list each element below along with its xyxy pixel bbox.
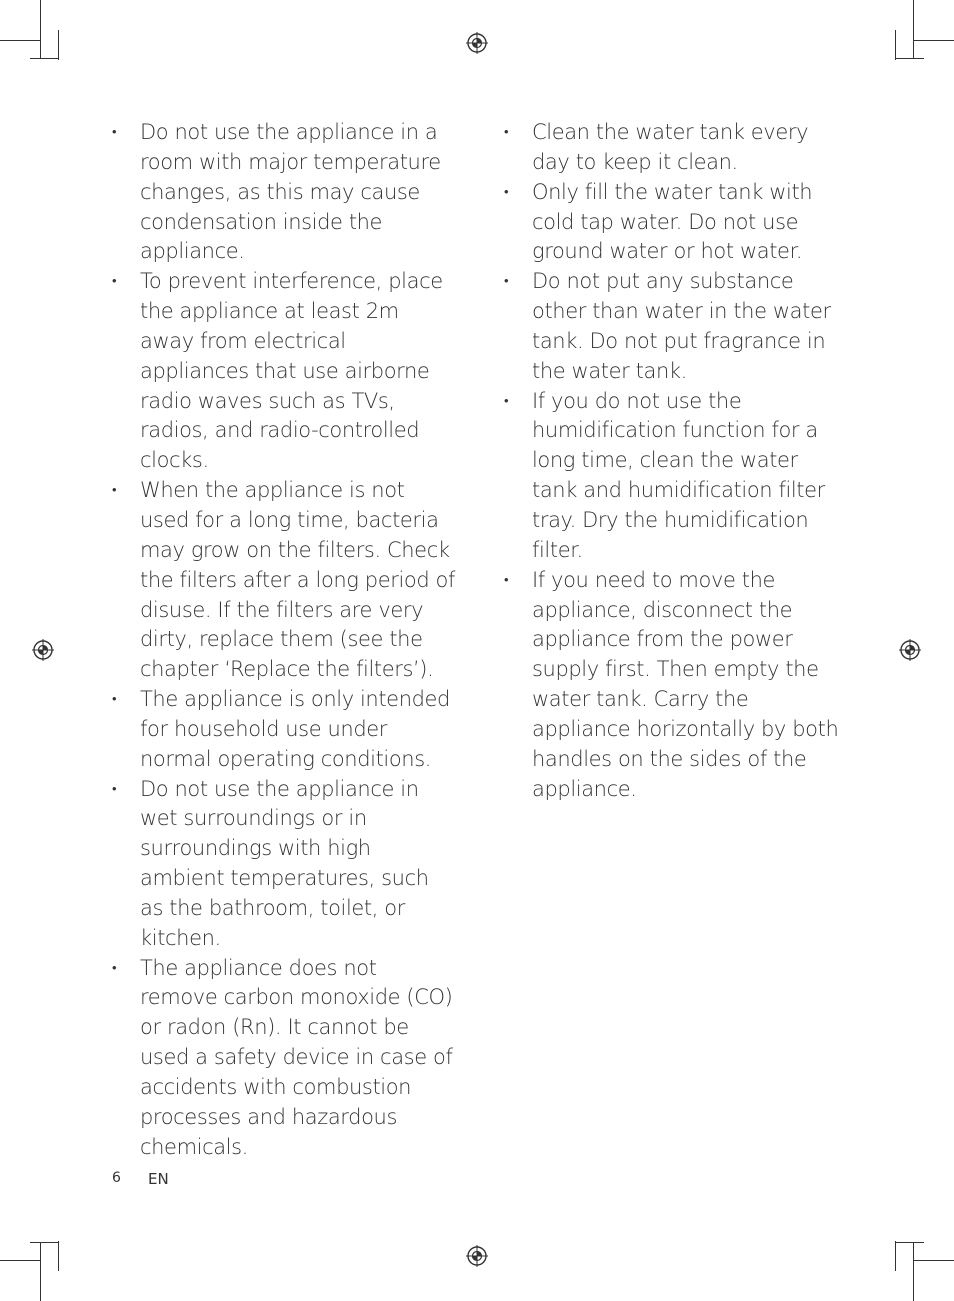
list-item — [502, 566, 847, 805]
language-code: EN — [148, 1170, 169, 1188]
bullet: • — [112, 692, 117, 708]
list-item-text: The appliance is only intended for household use under normal operating conditions. — [140, 687, 450, 771]
bullet: • — [112, 960, 117, 976]
registration-mark-icon — [32, 639, 54, 661]
right-column-list — [502, 118, 847, 804]
list-item — [110, 954, 455, 1163]
bullet: • — [112, 483, 117, 499]
list-item-text: Do not use the appliance in wet surroundings or in surroundings with high ambient temperatures, such as the bathroom, toilet, or kitchen. — [140, 776, 429, 950]
crop-mark — [30, 1242, 59, 1243]
list-item — [110, 118, 455, 267]
left-column-list — [110, 118, 455, 1163]
crop-mark — [914, 40, 954, 41]
crop-mark — [40, 1243, 41, 1301]
list-item — [502, 178, 847, 268]
list-item-text: Do not use the appliance in a room with major temperature changes, as this may cause condensation inside the appliance. — [140, 120, 441, 264]
list-item — [502, 267, 847, 386]
crop-mark — [0, 40, 40, 41]
crop-mark — [895, 58, 924, 59]
crop-mark — [895, 1241, 896, 1271]
bullet: • — [504, 572, 509, 588]
crop-mark — [0, 1260, 40, 1261]
bullet: • — [504, 274, 509, 290]
crop-mark — [30, 58, 59, 59]
crop-mark — [914, 1260, 954, 1261]
crop-mark — [895, 30, 896, 60]
list-item — [110, 267, 455, 476]
list-item-text: To prevent interference, place the appliance at least 2m away from electrical appliances that use airborne radio waves such as TVs, radios, and radio-controlled clocks. — [140, 269, 443, 473]
list-item — [502, 387, 847, 566]
bullet: • — [112, 274, 117, 290]
list-item-text: The appliance does not remove carbon monoxide (CO) or radon (Rn). It cannot be used a safety device in case of accidents with combustion processes and hazardous chemicals. — [140, 955, 453, 1159]
list-item — [110, 476, 455, 685]
crop-mark — [40, 0, 41, 58]
crop-mark — [913, 0, 914, 58]
crop-mark — [58, 1241, 59, 1271]
bullet: • — [504, 393, 509, 409]
crop-mark — [913, 1243, 914, 1301]
list-item — [110, 775, 455, 954]
bullet: • — [504, 184, 509, 200]
crop-mark — [58, 30, 59, 60]
list-item-text: Only fill the water tank with cold tap water. Do not use ground water or hot water. — [532, 179, 813, 264]
registration-mark-icon — [466, 32, 488, 54]
list-item — [110, 685, 455, 775]
list-item-text: Clean the water tank every day to keep it clean. — [532, 120, 809, 174]
registration-mark-icon — [466, 1245, 488, 1267]
bullet: • — [504, 125, 509, 140]
list-item-text: Do not put any substance other than water in the water tank. Do not put fragrance in the water tank. — [532, 269, 831, 383]
list-item-text: If you do not use the humidification function for a long time, clean the water tank and humidification filter tray. Dry the humidification filter. — [532, 388, 825, 562]
list-item-text: When the appliance is not used for a long time, bacteria may grow on the filters. Check the filters after a long period of disuse. If the filters are very dirty, replace them (see the chapter ‘Replace the filters’). — [140, 478, 455, 682]
page-number: 6 — [112, 1170, 121, 1186]
list-item-text: If you need to move the appliance, disconnect the appliance from the power supply first. Then empty the water tank. Carry the appliance horizontally by both handles on the sides of the appliance. — [532, 567, 839, 801]
bullet: • — [112, 781, 117, 797]
list-item — [502, 118, 847, 178]
registration-mark-icon — [899, 639, 921, 661]
crop-mark — [895, 1242, 924, 1243]
bullet: • — [112, 125, 117, 140]
